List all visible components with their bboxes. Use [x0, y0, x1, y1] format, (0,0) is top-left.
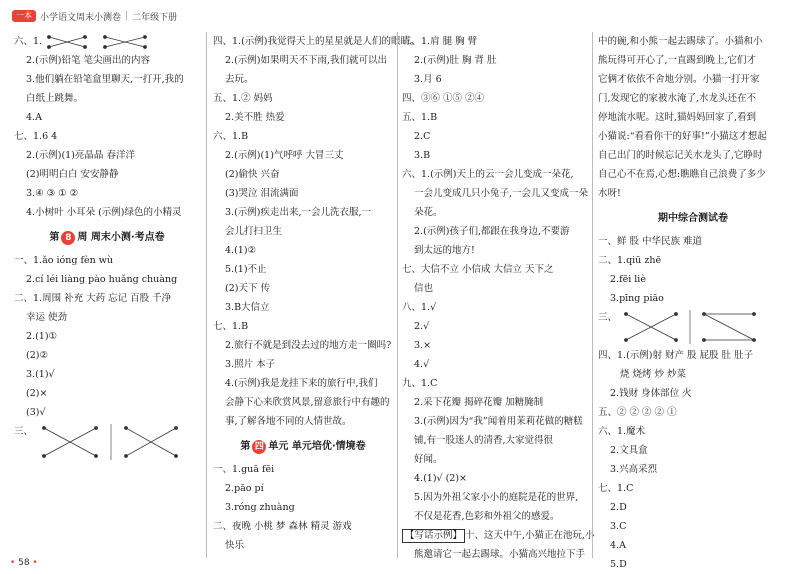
answer-line: 朵花。 [414, 207, 443, 218]
answer-line: 3.(示例)因为“我”闻着用茉莉花做的糖糕 [414, 416, 583, 427]
answer-line: 3.B [414, 150, 431, 161]
answer-line: 2.D [610, 502, 627, 513]
answer-line: 信也 [414, 283, 434, 294]
answer-line: 六、1.(示例)天上的云一会儿变成一朵花, [402, 169, 574, 180]
answer-line: 3.× [414, 340, 432, 351]
answer-line: 白纸上跳舞。 [26, 93, 84, 104]
answer-line: 2.(示例)孩子们,都跟在我身边,不要游 [414, 226, 570, 237]
answer-line: 2.(1)① [26, 331, 58, 342]
page-number: • 58 • [10, 558, 38, 568]
matching-diagram [36, 422, 186, 462]
answer-line: 好闻。 [414, 454, 443, 465]
answer-line: 2.C [414, 131, 431, 142]
answer-line: 事,了解各地不同的人情世故。 [225, 416, 352, 427]
answer-line: 到太远的地方! [414, 245, 475, 256]
series-title: 小学语文周末小测卷 [40, 12, 122, 23]
answer-line: 七、1.6 4 [14, 131, 58, 142]
grade-label: 二年级下册 [132, 12, 178, 23]
answer-line: 2.美不胜 热爱 [225, 112, 285, 123]
answer-line: 3.(示例)疾走出来,一会儿洗衣服,一 [225, 207, 372, 218]
column-divider [592, 32, 593, 558]
answer-line: 停地流水呢。这时,猫妈妈回家了,看到 [598, 112, 757, 123]
answer-line: 2.文具盒 [610, 445, 648, 456]
answer-line: 2.(示例)(1)气呼呼 大冒三丈 [225, 150, 344, 161]
answer-line: 2.(示例)如果明天不下雨,我们就可以出 [225, 55, 387, 66]
answer-line: (2)× [26, 388, 48, 399]
answer-line: 烧 烧烤 炒 炒菜 [620, 369, 687, 380]
answer-line: 三、 [14, 422, 200, 462]
answer-line: 2.(示例)肚 胸 背 肚 [414, 55, 497, 66]
answer-line: 会儿打扫卫生 [225, 226, 283, 237]
answer-line: 3.兴高采烈 [610, 464, 658, 475]
answer-line: 一、1.ǎo ióng fèn wù [14, 255, 113, 266]
section-title: 第 8 周 周末小测·考点卷 [49, 232, 165, 243]
answer-line: 铺,有一股迷人的清香,大家觉得很 [414, 435, 554, 446]
header-separator: | [125, 11, 129, 21]
answer-line: 七、1.B [213, 321, 249, 332]
answer-line: 熊邀请它一起去踢球。小猫高兴地拉下手 [414, 549, 586, 560]
answer-line: 5.因为外祖父家小小的庭院是花的世界, [414, 492, 579, 503]
answer-line: (2)偷快 兴奋 [225, 169, 280, 180]
answer-line: 三、1.肩 腿 胸 臂 [402, 36, 478, 47]
section-title: 第 四 单元 单元培优·情境卷 [240, 441, 366, 452]
answer-line: 熊玩得可开心了,一直踢到晚上,它们才 [598, 55, 757, 66]
column-divider [397, 32, 398, 558]
answer-line: 3.月 6 [414, 74, 442, 85]
answer-line: 会静下心来欣赏风景,留意旅行中有趣的 [225, 397, 390, 408]
brand-badge: 一本 [12, 10, 36, 22]
answer-line: 中的碗,和小熊一起去踢球了。小猫和小 [598, 36, 763, 47]
answer-line: 4.√ [414, 359, 430, 370]
answer-line: 六、1.魔术 [598, 426, 646, 437]
answer-line: (3)哭泣 泪流满面 [225, 188, 299, 199]
answer-line: 2.旅行不就是到没去过的地方走一圈吗? [225, 340, 392, 351]
answer-line: 三、 [598, 308, 788, 346]
page-header [12, 8, 177, 24]
writing-sample-tag: 【写话示例】 [402, 529, 465, 543]
answer-line: 去玩。 [225, 74, 254, 85]
answer-line: 自己心不在焉,心想:瞧瞧自己浪费了多少 [598, 169, 766, 180]
answer-line: 3.pīng piāo [610, 293, 664, 304]
answer-line: 四、1.(示例)射 财产 股 屁股 肚 肚子 [598, 350, 754, 361]
answer-line: 3.④ ③ ① ② [26, 188, 79, 199]
answer-line: 2.fēi liè [610, 274, 646, 285]
answer-line: 一会儿变成几只小兔子,一会儿又变成一朵 [414, 188, 589, 199]
answer-line: (2)天下 传 [225, 283, 270, 294]
answer-line: 小猫说:“看看你干的好事!”小猫这才想起 [598, 131, 767, 142]
answer-line: 4.(示例)我是龙挂下来的旅行中,我们 [225, 378, 378, 389]
answer-line: 一、鲜 股 中华民族 难道 [598, 236, 703, 247]
answer-line: 七、大信不立 小信成 大信立 天下之 [402, 264, 554, 275]
answer-line: 4.A [26, 112, 42, 123]
matching-diagram [620, 308, 770, 346]
answer-line: 二、1.周围 补充 大药 忘记 百股 千净 [14, 293, 172, 304]
answer-line: (3)√ [26, 407, 46, 418]
answer-line: 幸运 使劲 [26, 312, 68, 323]
answer-line: 七、1.C [598, 483, 634, 494]
unit-number-badge: 四 [252, 440, 266, 454]
answer-line: 2.(示例)(1)亮晶晶 春洋洋 [26, 150, 135, 161]
answer-line: 二、夜晚 小桃 梦 森林 精灵 游戏 [213, 521, 352, 532]
answer-line: 六、1. [14, 32, 200, 51]
answer-line: 自己出门的时候忘记关水龙头了,它睁时 [598, 150, 763, 161]
answer-line: 九、1.C [402, 378, 438, 389]
answer-line: 五、1.② 妈妈 [213, 93, 273, 104]
answer-line: 2.钱财 身体部位 火 [610, 388, 692, 399]
answer-line: 五、1.B [402, 112, 438, 123]
answer-line: 4.(1)√ (2)× [414, 473, 468, 484]
answer-line: 四、③⑥ ①⑤ ②④ [402, 93, 485, 104]
answer-line: 一、1.guā fēi [213, 464, 275, 475]
answer-line: 六、1.B [213, 131, 249, 142]
answer-line: 它俩才依依不舍地分别。小猫一打开家 [598, 74, 760, 85]
answer-line: 水呀! [598, 188, 621, 199]
answer-line: 5.D [610, 559, 627, 570]
answer-line: 五、② ② ② ② ① [598, 407, 677, 418]
answer-line: 5.(1)不止 [225, 264, 267, 275]
answer-line: 3.róng zhuàng [225, 502, 295, 513]
answer-line: 3.C [610, 521, 627, 532]
answer-line: (2)② [26, 350, 48, 361]
answer-line: 2.(示例)铅笔 笔尖画出的内容 [26, 55, 150, 66]
answer-line: 八、1.√ [402, 302, 437, 313]
answer-line: 门,发现它的家被水淹了,水龙头还在不 [598, 93, 757, 104]
column-divider [206, 32, 207, 558]
answer-line: 3.(1)√ [26, 369, 55, 380]
answer-line: 4.(1)② [225, 245, 257, 256]
answer-column-4 [598, 32, 788, 574]
answer-line: 2.cí léi liàng pào huǎng chuàng [26, 274, 178, 285]
answer-column-1 [14, 32, 200, 462]
answer-line: 不仅是花香,色彩和外祖父的感爱。 [414, 511, 560, 522]
week-number-badge: 8 [61, 231, 75, 245]
answer-line: 四、1.(示例)我觉得天上的星星就是人们的眼睛。 [213, 36, 420, 47]
answer-line: 3.他们躺在铅笔盒里聊天,一打开,我的 [26, 74, 184, 85]
answer-line: 3.B大信立 [225, 302, 270, 313]
answer-line: 快乐 [225, 540, 245, 551]
answer-line: 二、1.qiū zhē [598, 255, 662, 266]
answer-line: 2.pāo pí [225, 483, 264, 494]
answer-line: 【写话示例】 十、这天中午,小猫正在池玩,小 [402, 526, 588, 545]
answer-line: 4.小树叶 小耳朵 (示例)绿色的小精灵 [26, 207, 182, 218]
answer-line: 2.√ [414, 321, 430, 332]
matching-lines [45, 35, 155, 49]
answer-line: 3.照片 本子 [225, 359, 276, 370]
answer-line: (2)明明白白 安安静静 [26, 169, 119, 180]
answer-line: 4.A [610, 540, 626, 551]
answer-column-3 [402, 32, 595, 564]
answer-line: 2.采下花瓣 揭碎花瓣 加糖腌制 [414, 397, 544, 408]
section-title: 期中综合测试卷 [658, 213, 728, 224]
